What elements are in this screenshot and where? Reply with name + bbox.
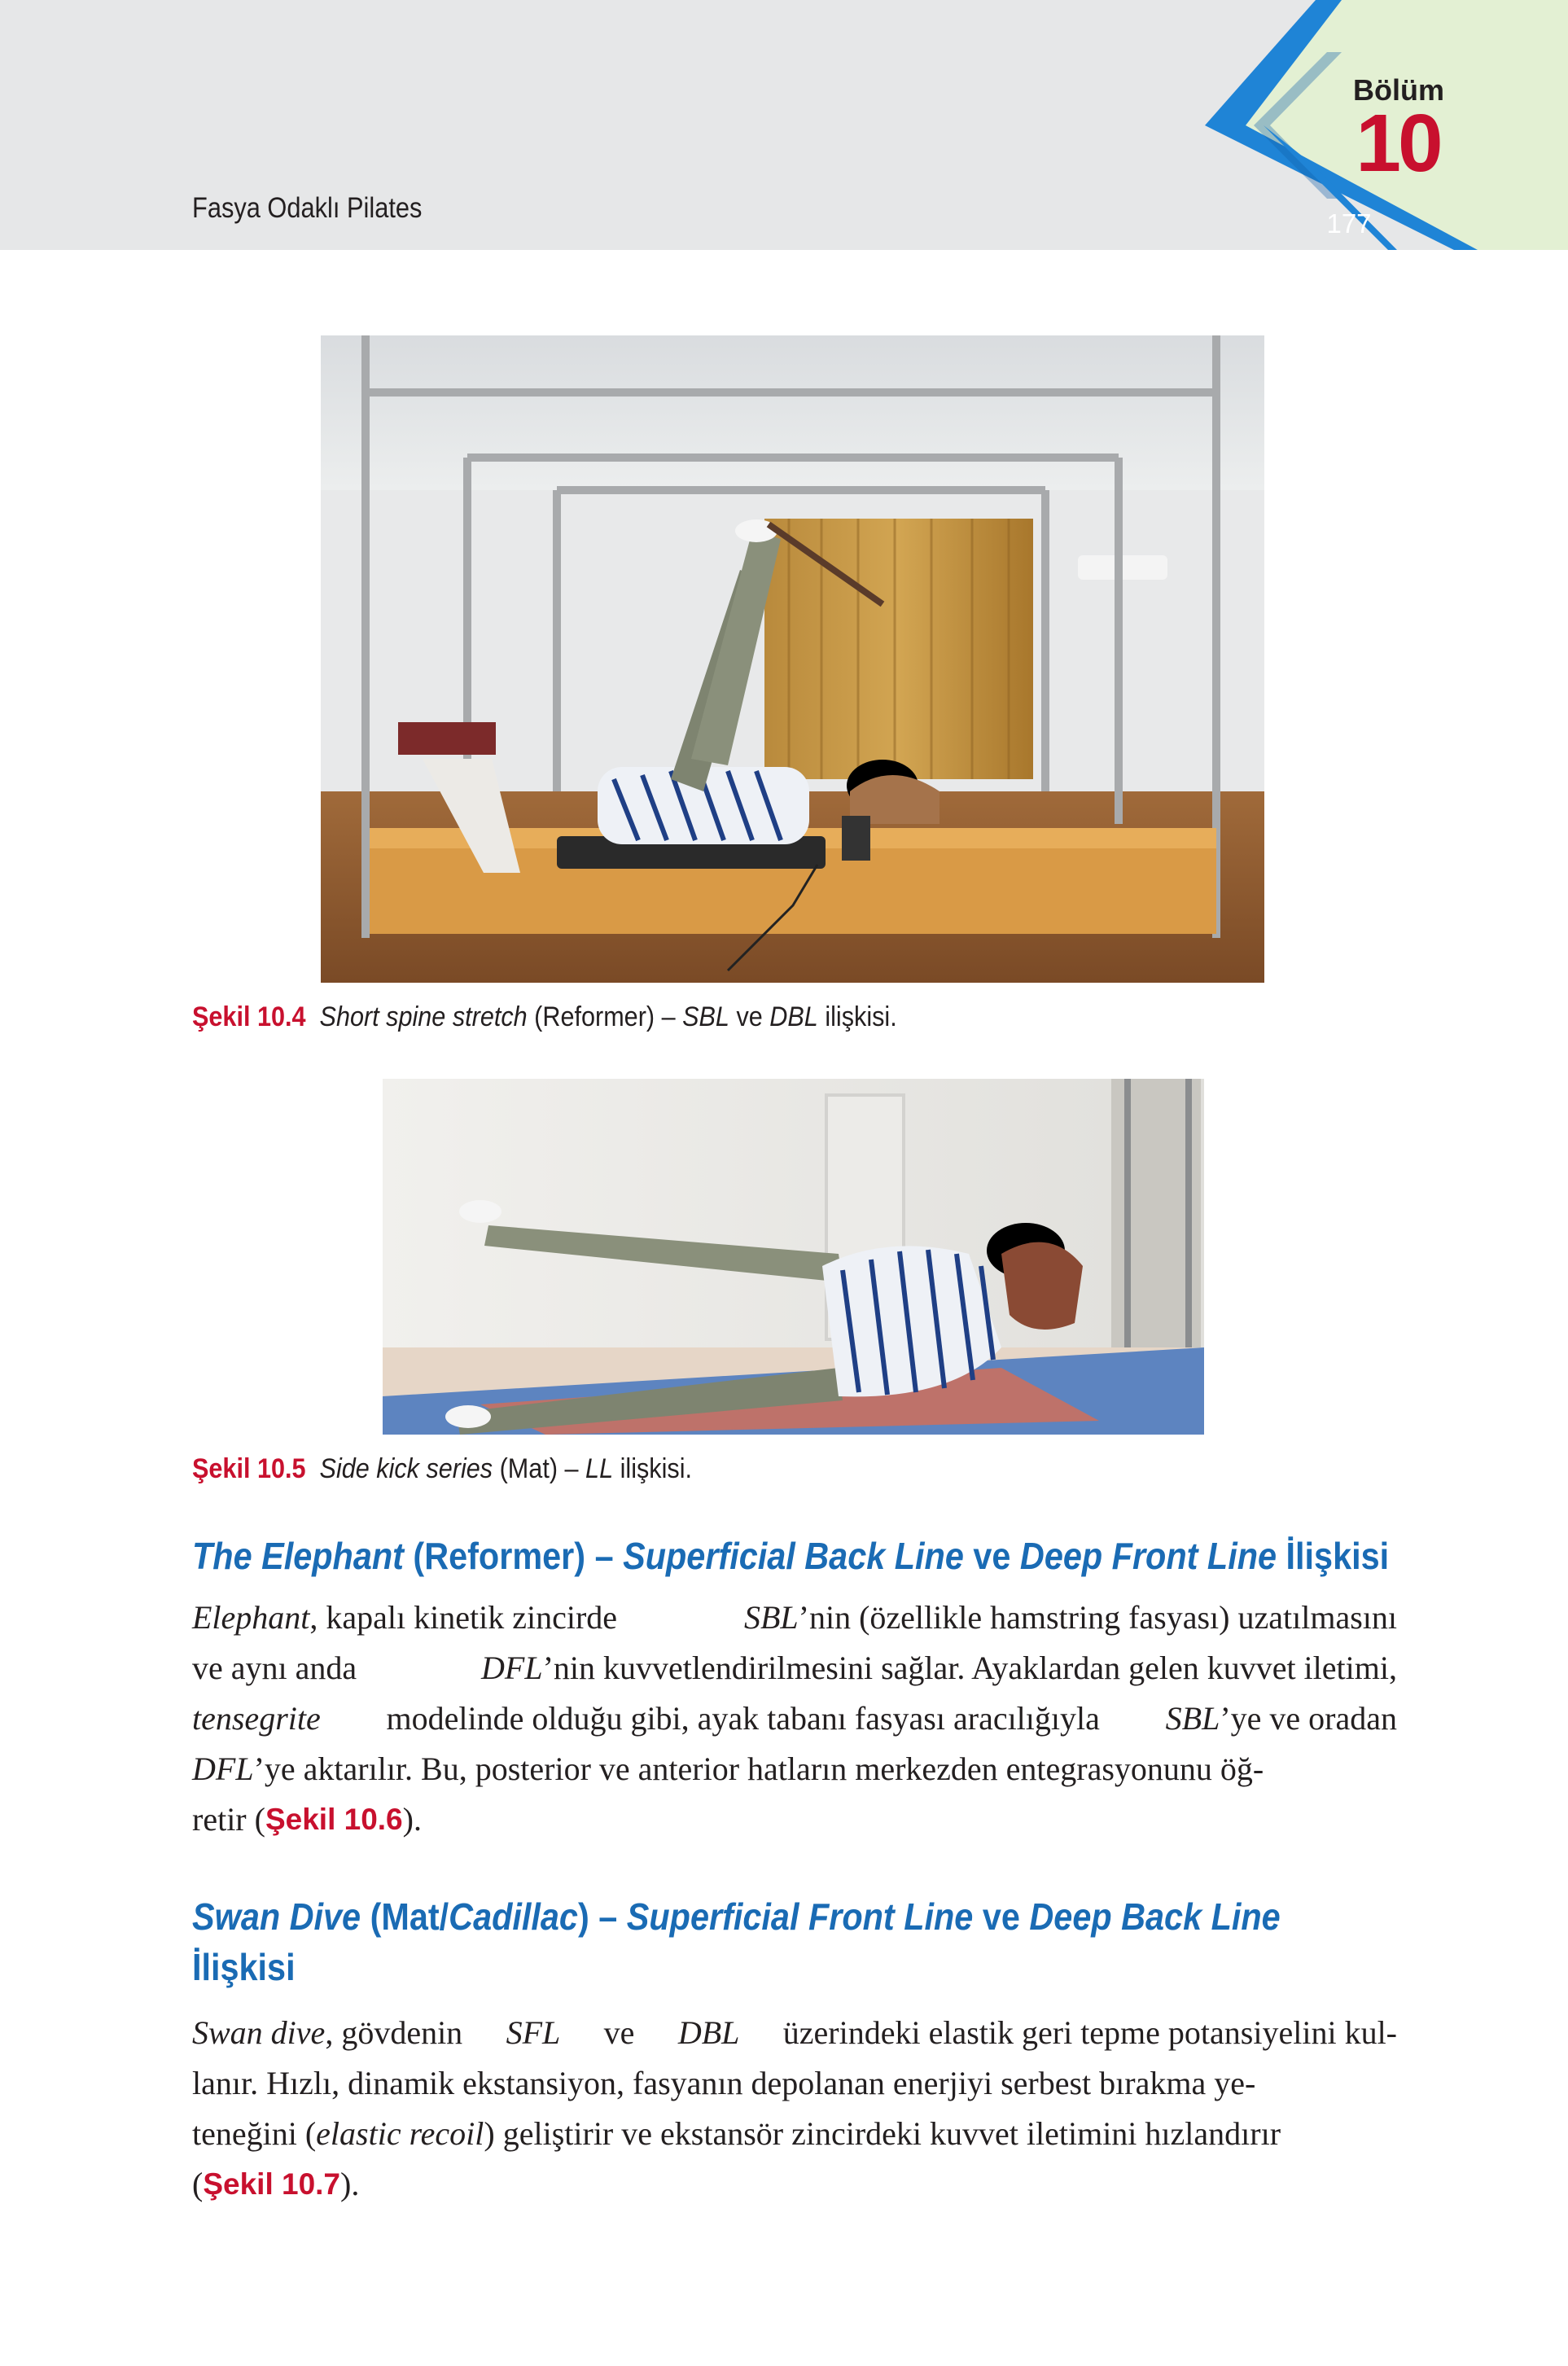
running-title: Fasya Odaklı Pilates	[192, 192, 423, 224]
text-line: ( Şekil 10.7 ).	[192, 2159, 1397, 2210]
chapter-number: 10	[1356, 98, 1440, 189]
text-line: Swan dive, gövdenin SFL ve DBL üzerindeki elastik geri tepme potansiyelini kul-	[192, 2014, 1397, 2051]
page-number: 177	[1326, 208, 1372, 239]
figure-10-5-caption: Şekil 10.5 Side kick series (Mat) – LL ilişkisi.	[192, 1453, 692, 1484]
text-line: retir ( Şekil 10.6 ).	[192, 1794, 1397, 1845]
section-heading-elephant: The Elephant (Reformer) – Superficial Back Line ve Deep Front Line İlişkisi	[192, 1535, 1390, 1577]
paragraph-swan-dive	[192, 2008, 1397, 2210]
figure-10-4-caption: Şekil 10.4 Short spine stretch (Reformer) – SBL ve DBL ilişkisi.	[192, 1001, 897, 1032]
figure-reference-link[interactable]: Şekil 10.6	[265, 1803, 403, 1836]
chapter-label: Bölüm	[1353, 73, 1444, 107]
text-line: DFL’ye aktarılır. Bu, posterior ve anterior hatların merkezden entegrasyonunu öğ-	[192, 1750, 1264, 1787]
figure-reference-link[interactable]: Şekil 10.7	[203, 2167, 341, 2201]
figure-10-5-photo	[383, 1079, 1204, 1435]
section-heading-swan-dive: Swan Dive (Mat/Cadillac) – Superficial Front Line ve Deep Back Line İlişkisi	[192, 1895, 1281, 1988]
paragraph-elephant	[192, 1593, 1397, 1845]
figure-10-4-photo	[321, 335, 1264, 983]
text-line: tensegrite modelinde olduğu gibi, ayak tabanı fasyası aracılığıyla SBL’ye ve oradan	[192, 1700, 1397, 1737]
text-line: Elephant, kapalı kinetik zincirde SBL’nin (özellikle hamstring fasyası) uzatılmasını	[192, 1599, 1397, 1636]
text-line: teneğini (elastic recoil) geliştirir ve ekstansör zincirdeki kuvvet iletimini hızlandırır	[192, 2115, 1281, 2152]
text-line: ve aynı anda DFL’nin kuvvetlendirilmesini sağlar. Ayaklardan gelen kuvvet iletimi,	[192, 1650, 1397, 1686]
text-line: lanır. Hızlı, dinamik ekstansiyon, fasyanın depolanan enerjiyi serbest bırakma ye-	[192, 2065, 1256, 2101]
